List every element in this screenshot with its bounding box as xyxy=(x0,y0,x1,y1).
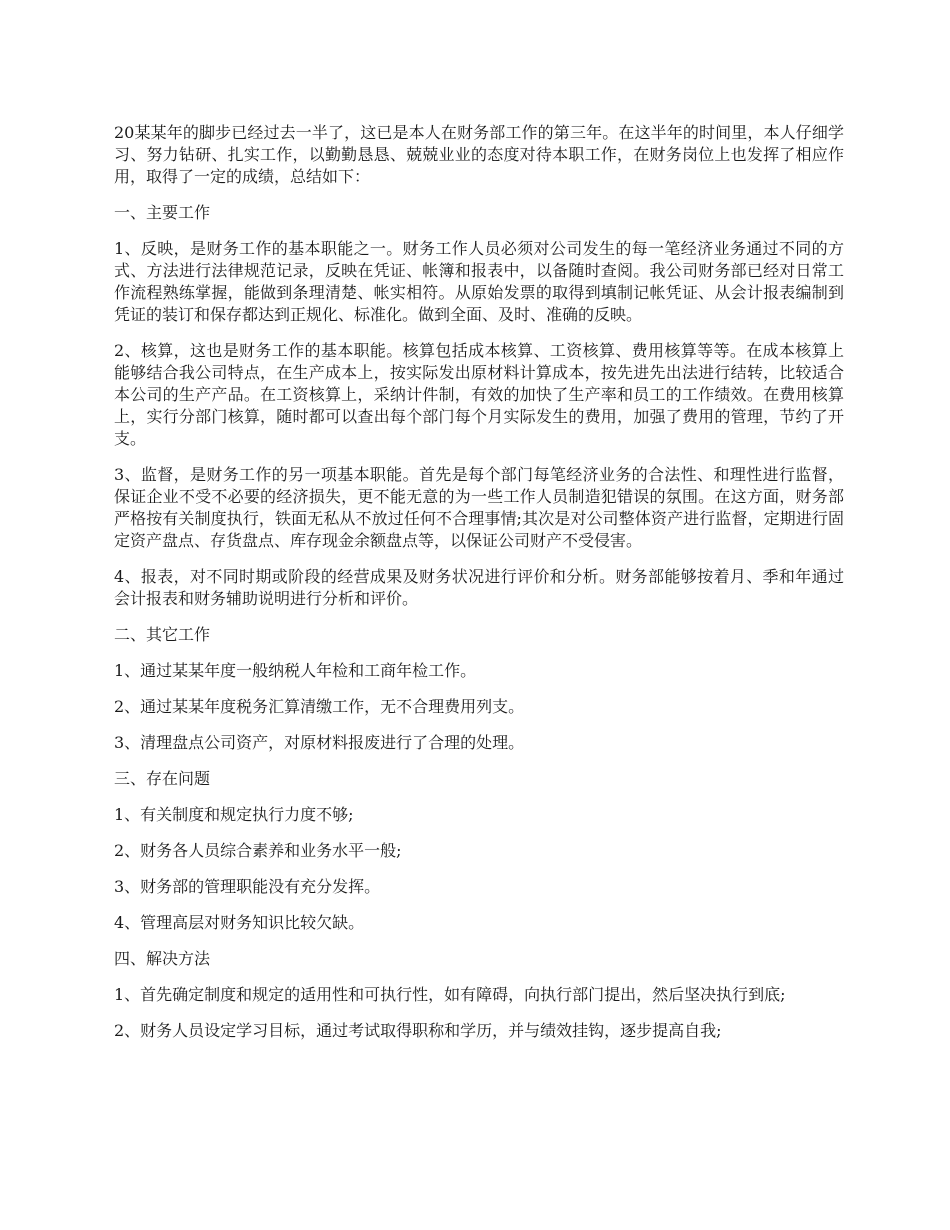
section-heading: 二、其它工作 xyxy=(114,625,211,644)
list-item: 2、通过某某年度税务汇算清缴工作，无不合理费用列支。 xyxy=(114,697,525,716)
list-item: 3、财务部的管理职能没有充分发挥。 xyxy=(114,877,381,896)
list-item: 3、监督，是财务工作的另一项基本职能。首先是每个部门每笔经济业务的合法性、和理性进行监督，保证企业不受不必要的经济损失，更不能无意的为一些工作人员制造犯错误的氛围。在这方面，财务部严格按有关制度执行，铁面无私从不放过任何不合理事情;其次是对公司整体资产进行监督，定期进行固定资产盘点、存货盘点、库存现金余额盘点等，以保证公司财产不受侵害。 xyxy=(114,465,844,550)
section-heading: 四、解决方法 xyxy=(114,949,211,968)
list-item: 4、管理高层对财务知识比较欠缺。 xyxy=(114,913,365,932)
section-main-work xyxy=(114,202,844,610)
list-item: 1、首先确定制度和规定的适用性和可执行性，如有障碍，向执行部门提出，然后坚决执行到底; xyxy=(114,985,786,1004)
section-solutions xyxy=(114,948,844,1042)
list-item: 1、有关制度和规定执行力度不够; xyxy=(114,805,354,824)
section-heading: 三、存在问题 xyxy=(114,769,211,788)
list-item: 2、财务各人员综合素养和业务水平一般; xyxy=(114,841,402,860)
section-other-work xyxy=(114,624,844,754)
list-item: 2、核算，这也是财务工作的基本职能。核算包括成本核算、工资核算、费用核算等等。在成本核算上能够结合我公司特点，在生产成本上，按实际发出原材料计算成本，按先进先出法进行结转，比较适合本公司的生产产品。在工资核算上，采纳计件制，有效的加快了生产率和员工的工作绩效。在费用核算上，实行分部门核算，随时都可以查出每个部门每个月实际发生的费用，加强了费用的管理，节约了开支。 xyxy=(114,341,844,448)
list-item: 2、财务人员设定学习目标，通过考试取得职称和学历，并与绩效挂钩，逐步提高自我; xyxy=(114,1021,722,1040)
list-item: 3、清理盘点公司资产，对原材料报废进行了合理的处理。 xyxy=(114,733,525,752)
intro-paragraph: 20某某年的脚步已经过去一半了，这已是本人在财务部工作的第三年。在这半年的时间里，本人仔细学习、努力钻研、扎实工作，以勤勤恳恳、兢兢业业的态度对待本职工作，在财务岗位上也发挥了相应作用，取得了一定的成绩，总结如下： xyxy=(114,123,844,186)
section-heading: 一、主要工作 xyxy=(114,203,211,222)
section-problems xyxy=(114,768,844,934)
list-item: 1、反映，是财务工作的基本职能之一。财务工作人员必须对公司发生的每一笔经济业务通过不同的方式、方法进行法律规范记录，反映在凭证、帐簿和报表中，以备随时查阅。我公司财务部已经对日常工作流程熟练掌握，能做到条理清楚、帐实相符。从原始发票的取得到填制记帐凭证、从会计报表编制到凭证的装订和保存都达到正规化、标准化。做到全面、及时、准确的反映。 xyxy=(114,239,844,324)
list-item: 4、报表，对不同时期或阶段的经营成果及财务状况进行评价和分析。财务部能够按着月、季和年通过会计报表和财务辅助说明进行分析和评价。 xyxy=(114,567,844,608)
document-page xyxy=(114,122,844,1056)
list-item: 1、通过某某年度一般纳税人年检和工商年检工作。 xyxy=(114,661,477,680)
